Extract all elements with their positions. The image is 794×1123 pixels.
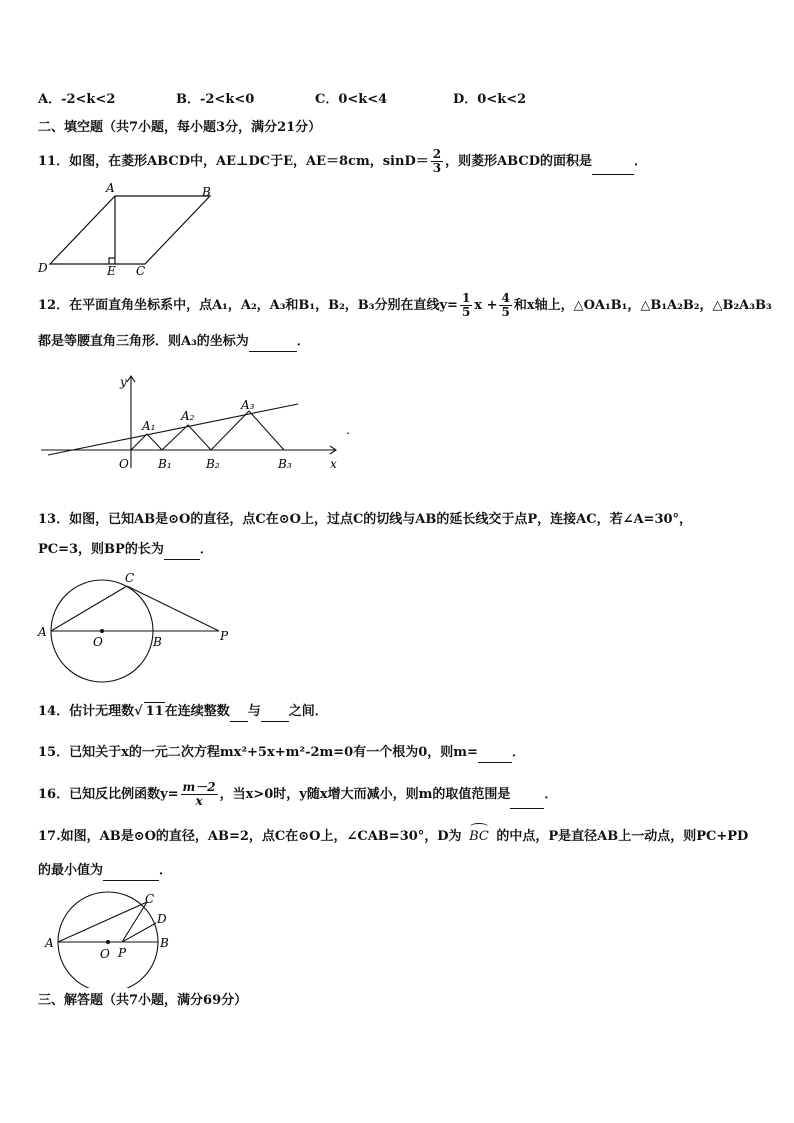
question-17-line-2	[38, 862, 172, 881]
question-15	[38, 744, 525, 763]
q14-blank-2	[261, 703, 289, 722]
q16-suffix: ，当x>0时，y随x增大而减小，则m的取值范围是	[219, 787, 511, 802]
label-b: B	[202, 185, 211, 199]
q12-part3: 和x轴上，△OA₁B₁，△B₁A₂B₂，△B₂A₃B₃	[513, 298, 772, 313]
question-17	[38, 826, 748, 846]
q11-suffix: ，则菱形ABCD的面积是	[445, 154, 593, 169]
label-a2: A₂	[181, 409, 195, 423]
label-o: O	[100, 947, 110, 961]
line-y	[48, 404, 298, 455]
q16-frac-num: m－2	[182, 780, 216, 794]
q12-fraction-2	[499, 292, 511, 319]
q12-answer-blank	[249, 333, 297, 352]
q11-rhombus-figure	[30, 178, 230, 278]
label-x: x	[330, 457, 337, 471]
q17-line2: 的最小值为	[38, 863, 104, 878]
q16-fraction	[181, 781, 218, 808]
q14-blank-1	[230, 703, 248, 722]
q16-frac-den: x	[195, 794, 203, 808]
question-12	[38, 292, 772, 319]
q15-end: ．	[511, 745, 525, 760]
question-13: 13．如图，已知AB是⊙O的直径，点C在⊙O上，过点C的切线与AB的延长线交于点P，连接AC，若∠A=30°，	[38, 512, 693, 527]
label-p: P	[220, 629, 229, 643]
option-a: A．-2<k<2	[38, 92, 116, 107]
q12-end: ．	[296, 334, 310, 349]
center-dot	[100, 629, 104, 633]
q12-f1-den: 5	[461, 305, 471, 319]
rhombus-abcd	[50, 196, 210, 264]
q11-frac-num: 2	[432, 147, 442, 161]
q13-circle-figure	[34, 568, 244, 683]
q11-frac-den: 3	[432, 161, 442, 175]
q17-answer-blank	[103, 862, 159, 881]
q16-end: ．	[544, 787, 558, 802]
q12-coordinate-figure	[36, 368, 366, 478]
label-c: C	[125, 571, 135, 585]
q11-end: ．	[634, 154, 648, 169]
label-b3: B₃	[278, 457, 292, 471]
q17-line1b: 的中点，P是直径AB上一动点，则PC+PD	[496, 829, 749, 844]
question-11	[38, 148, 647, 175]
q12-part1: 12．在平面直角坐标系中，点A₁，A₂，A₃和B₁，B₂，B₃分别在直线y=	[38, 298, 458, 313]
tangent-cp	[127, 586, 219, 631]
section-3-heading: 三、解答题（共7小题，满分69分）	[38, 993, 248, 1008]
center-dot	[106, 940, 110, 944]
section-2-heading: 二、填空题（共7小题，每小题3分，满分21分）	[38, 120, 322, 135]
q11-prefix: 11．如图，在菱形ABCD中，AE⊥DC于E，AE＝8cm，sinD＝	[38, 154, 429, 169]
question-12-line-2	[38, 333, 310, 352]
q15-text: 15．已知关于x的一元二次方程mx²+5x+m²-2m=0有一个根为0，则m=	[38, 745, 478, 760]
label-a: A	[45, 936, 54, 950]
label-c: C	[145, 892, 155, 906]
q17-line1a: 17.如图，AB是⊙O的直径，AB=2，点C在⊙O上，∠CAB=30°，D为	[38, 829, 462, 844]
q11-fraction	[431, 148, 443, 175]
label-d: D	[157, 912, 167, 926]
q16-prefix: 16．已知反比例函数y=	[38, 787, 179, 802]
q13-end: ．	[199, 542, 213, 557]
q14-prefix: 14．估计无理数	[38, 704, 135, 719]
sqrt-symbol: √	[134, 704, 143, 719]
stray-dot: .	[346, 423, 350, 437]
label-y: y	[120, 375, 127, 389]
segment-pd	[122, 923, 156, 942]
q17-arc-text: BC	[469, 829, 489, 844]
q12-part2: x +	[474, 298, 498, 313]
question-16	[38, 781, 557, 809]
label-o: O	[119, 457, 129, 471]
q14-suffix: 之间．	[288, 704, 328, 719]
q15-answer-blank	[478, 744, 512, 763]
q14-radicand: 11	[145, 704, 164, 719]
q13-answer-blank	[164, 541, 200, 560]
arc-symbol	[470, 823, 488, 830]
question-13-line-2	[38, 541, 213, 560]
label-d: D	[38, 261, 48, 275]
q17-circle-figure	[36, 888, 186, 988]
q12-f2-den: 5	[501, 305, 510, 319]
chord-ac	[51, 586, 127, 631]
q17-arc-bc	[469, 826, 489, 846]
label-b2: B₂	[206, 457, 220, 471]
label-b1: B₁	[158, 457, 172, 471]
option-c: C．0<k<4	[315, 92, 388, 107]
q12-f2-num: 4	[501, 291, 510, 305]
q13-line2: PC=3，则BP的长为	[38, 542, 164, 557]
q16-answer-blank	[510, 782, 544, 809]
option-d: D．0<k<2	[453, 92, 527, 107]
label-c: C	[136, 264, 146, 278]
label-a: A	[106, 181, 115, 195]
label-o: O	[93, 635, 103, 649]
q12-f1-num: 1	[461, 291, 471, 305]
q14-mid: 在连续整数	[164, 704, 230, 719]
label-a3: A₃	[241, 398, 255, 412]
option-b: B．-2<k<0	[176, 92, 255, 107]
q14-and: 与	[247, 704, 261, 719]
q11-answer-blank	[592, 150, 634, 175]
q12-fraction-1	[460, 292, 472, 319]
question-14	[38, 702, 328, 722]
q17-end: ．	[159, 863, 173, 878]
label-e: E	[107, 264, 116, 278]
q12-line2: 都是等腰直角三角形．则A₃的坐标为	[38, 334, 249, 349]
label-a1: A₁	[142, 419, 156, 433]
label-a: A	[38, 625, 47, 639]
label-b: B	[153, 635, 162, 649]
label-b: B	[160, 936, 169, 950]
label-p: P	[118, 946, 127, 960]
